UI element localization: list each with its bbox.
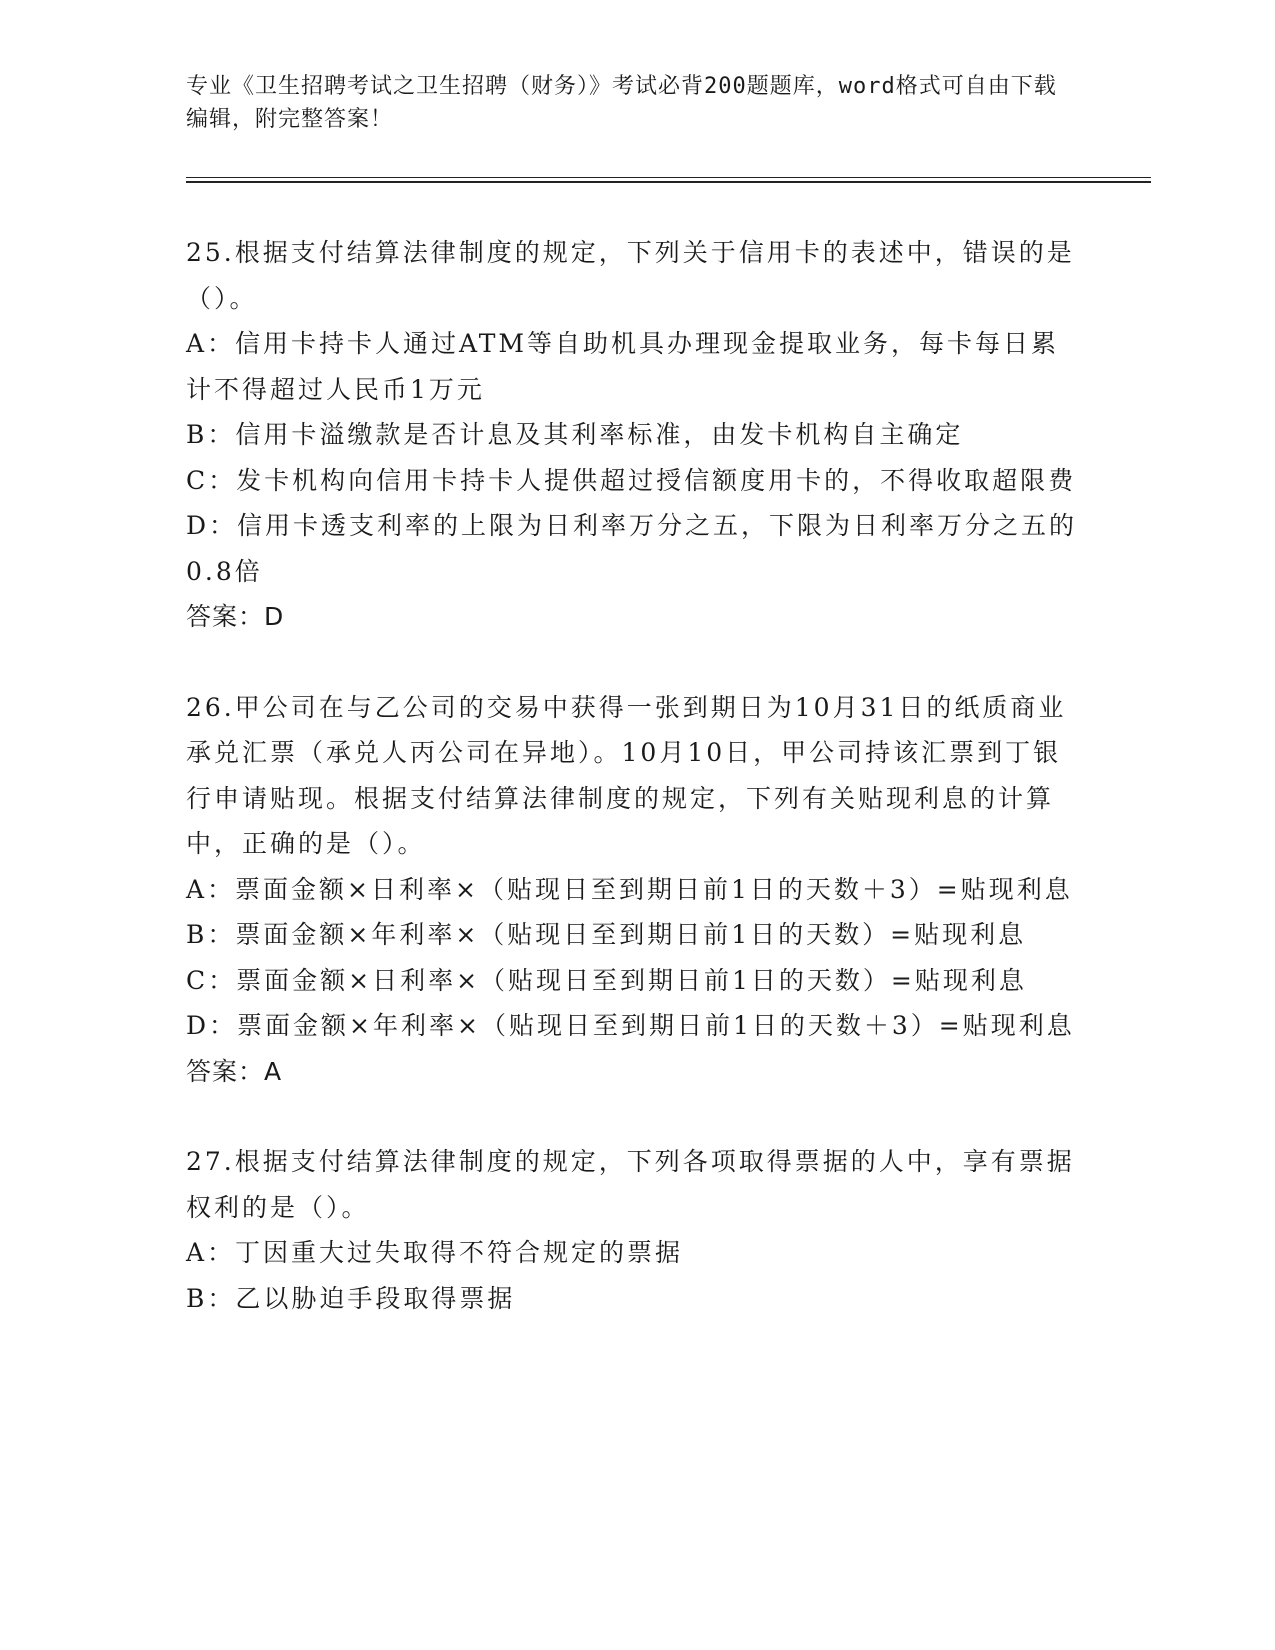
option-d: D：票面金额×年利率×（贴现日至到期日前1日的天数＋3）=贴现利息: [186, 1011, 1075, 1040]
option-a: A：信用卡持卡人通过ATM等自助机具办理现金提取业务，每卡每日累计不得超过人民币1万元: [186, 329, 1060, 404]
question-stem: 25.根据支付结算法律制度的规定，下列关于信用卡的表述中，错误的是（）。: [186, 238, 1075, 313]
question-stem: 26.甲公司在与乙公司的交易中获得一张到期日为10月31日的纸质商业承兑汇票（承兑人丙公司在异地）。10月10日，甲公司持该汇票到丁银行申请贴现。根据支付结算法律制度的规定，下列有关贴现利息的计算中，正确的是（）。: [186, 692, 1067, 858]
option-b: B：乙以胁迫手段取得票据: [186, 1283, 516, 1313]
option-b: B：信用卡溢缴款是否计息及其利率标准，由发卡机构自主确定: [186, 420, 964, 449]
question-stem: 27.根据支付结算法律制度的规定，下列各项取得票据的人中，享有票据权利的是（）。: [186, 1147, 1075, 1222]
answer-line: 答案：D: [186, 602, 285, 631]
header-divider-thin: [186, 177, 1151, 178]
question-list: [186, 230, 1086, 1366]
header-title: 专业《卫生招聘考试之卫生招聘（财务）》考试必背200题题库，word格式可自由下载编辑，附完整答案！: [186, 74, 1057, 132]
option-c: C：发卡机构向信用卡持卡人提供超过授信额度用卡的，不得收取超限费: [186, 465, 1077, 495]
document-header: [186, 70, 1066, 136]
header-divider-thick: [186, 181, 1151, 183]
option-d: D：信用卡透支利率的上限为日利率万分之五，下限为日利率万分之五的0.8倍: [186, 511, 1078, 586]
question-27: [186, 1139, 1086, 1321]
question-25: [186, 230, 1086, 640]
option-c: C：票面金额×日利率×（贴现日至到期日前1日的天数）=贴现利息: [186, 965, 1027, 995]
option-b: B：票面金额×年利率×（贴现日至到期日前1日的天数）=贴现利息: [186, 920, 1027, 949]
answer-line: 答案：A: [186, 1056, 283, 1086]
question-26: [186, 685, 1086, 1095]
option-a: A：丁因重大过失取得不符合规定的票据: [186, 1238, 684, 1267]
option-a: A：票面金额×日利率×（贴现日至到期日前1日的天数＋3）=贴现利息: [186, 874, 1073, 904]
